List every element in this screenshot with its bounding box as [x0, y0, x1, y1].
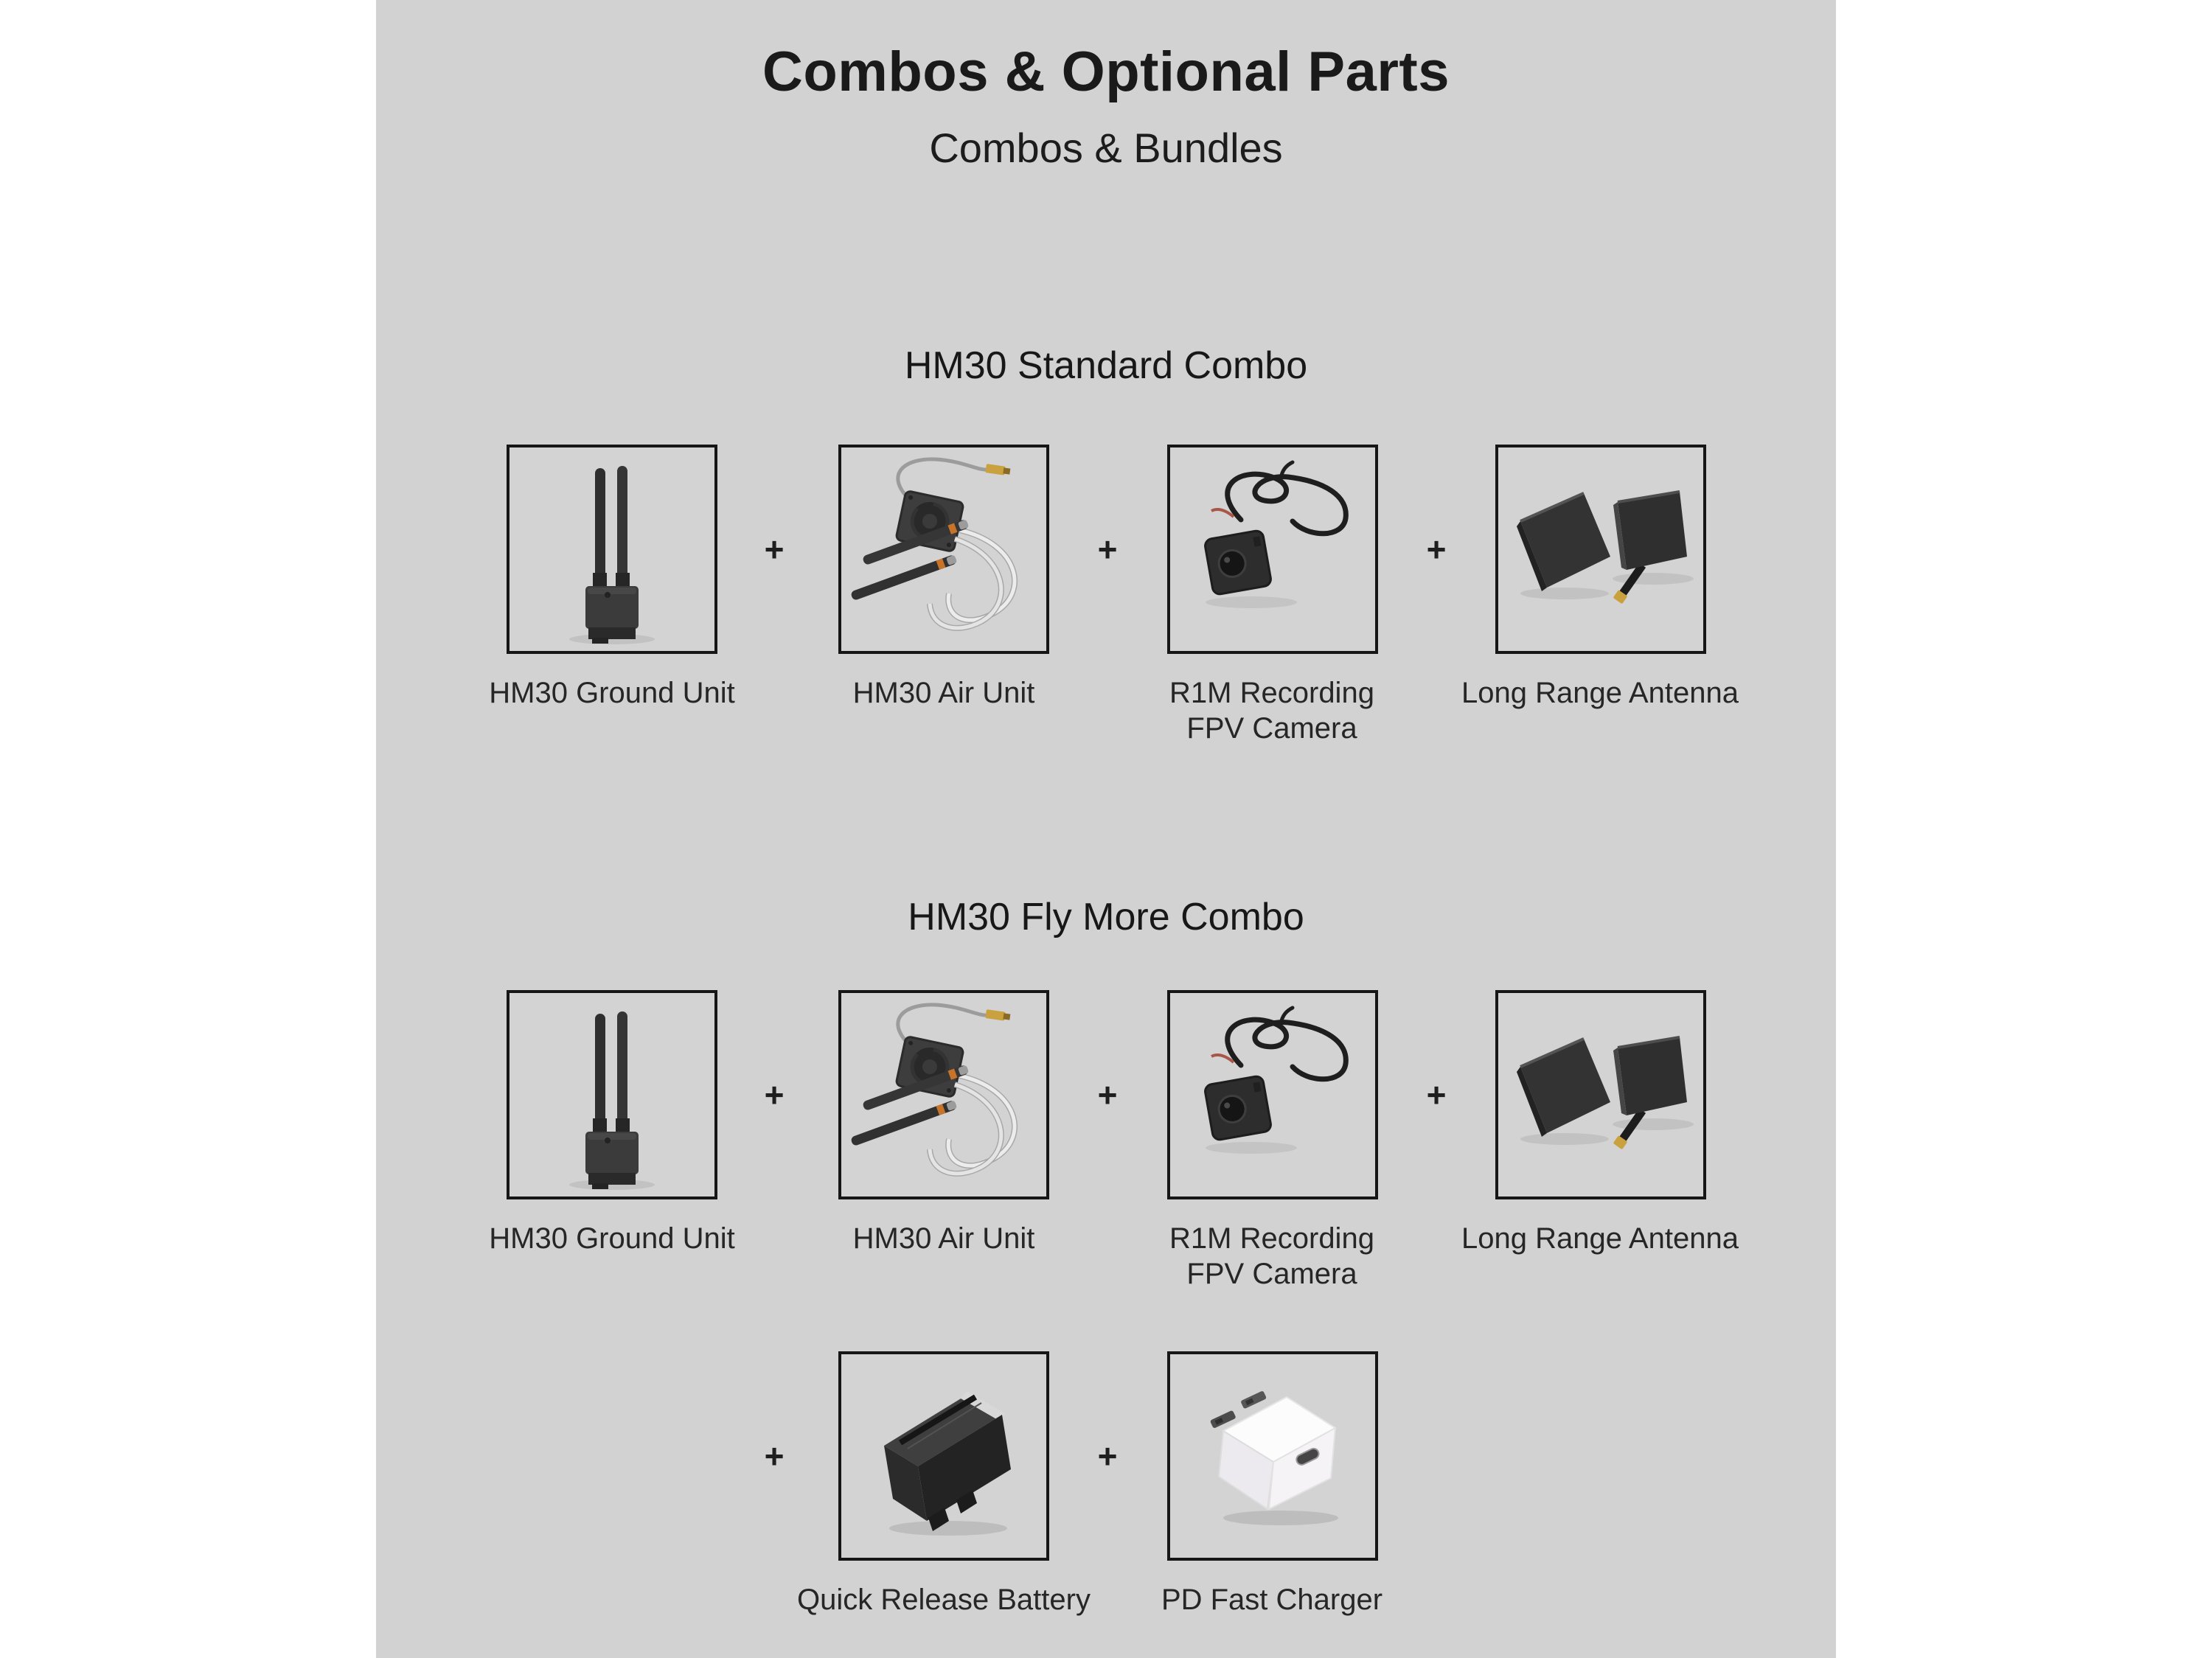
product-box-air-unit [838, 445, 1049, 654]
product-label-quick-release-battery: Quick Release Battery [797, 1584, 1091, 1616]
page-subtitle: Combos & Bundles [929, 125, 1283, 171]
product-box-r1m-camera [1167, 990, 1378, 1199]
product-label-ground-unit: HM30 Ground Unit [489, 677, 735, 709]
plus-separator: + [764, 1437, 785, 1475]
plus-separator: + [764, 530, 785, 568]
plus-separator: + [1097, 1437, 1118, 1475]
plus-separator: + [1426, 1076, 1447, 1114]
plus-separator: + [764, 1076, 785, 1114]
product-label-air-unit: HM30 Air Unit [852, 1222, 1035, 1255]
content-panel [376, 0, 1836, 1658]
plus-separator: + [1426, 530, 1447, 568]
hm30-ground-unit-image [509, 447, 714, 651]
pd-fast-charger-image [1170, 1354, 1375, 1558]
hm30-air-unit-image [841, 447, 1046, 651]
product-label-long-range-antenna: Long Range Antenna [1461, 1222, 1739, 1255]
product-box-r1m-camera [1167, 445, 1378, 654]
product-box-long-range-antenna [1495, 990, 1706, 1199]
page-title: Combos & Optional Parts [762, 41, 1450, 103]
product-box-quick-release-battery [838, 1351, 1049, 1561]
r1m-recording-fpv-camera-image [1170, 447, 1375, 651]
product-label-r1m-camera [1102, 1221, 1441, 1292]
product-box-air-unit [838, 990, 1049, 1199]
product-label-text: R1M Recording FPV Camera [1169, 677, 1374, 745]
product-box-ground-unit [507, 445, 717, 654]
product-box-long-range-antenna [1495, 445, 1706, 654]
long-range-antenna-image [1498, 447, 1703, 651]
product-label-ground-unit: HM30 Ground Unit [489, 1222, 735, 1255]
product-label-pd-fast-charger: PD Fast Charger [1161, 1584, 1383, 1616]
section-heading-fly-more-combo: HM30 Fly More Combo [908, 896, 1304, 938]
r1m-recording-fpv-camera-image [1170, 993, 1375, 1197]
quick-release-battery-image [841, 1354, 1046, 1558]
hm30-air-unit-image [841, 993, 1046, 1197]
plus-separator: + [1097, 1076, 1118, 1114]
section-heading-standard-combo: HM30 Standard Combo [904, 344, 1308, 387]
hm30-ground-unit-image [509, 993, 714, 1197]
product-label-text: R1M Recording FPV Camera [1169, 1222, 1374, 1290]
product-label-r1m-camera [1102, 675, 1441, 746]
product-box-pd-fast-charger [1167, 1351, 1378, 1561]
long-range-antenna-image [1498, 993, 1703, 1197]
product-label-air-unit: HM30 Air Unit [852, 677, 1035, 709]
product-box-ground-unit [507, 990, 717, 1199]
product-label-long-range-antenna: Long Range Antenna [1461, 677, 1739, 709]
plus-separator: + [1097, 530, 1118, 568]
